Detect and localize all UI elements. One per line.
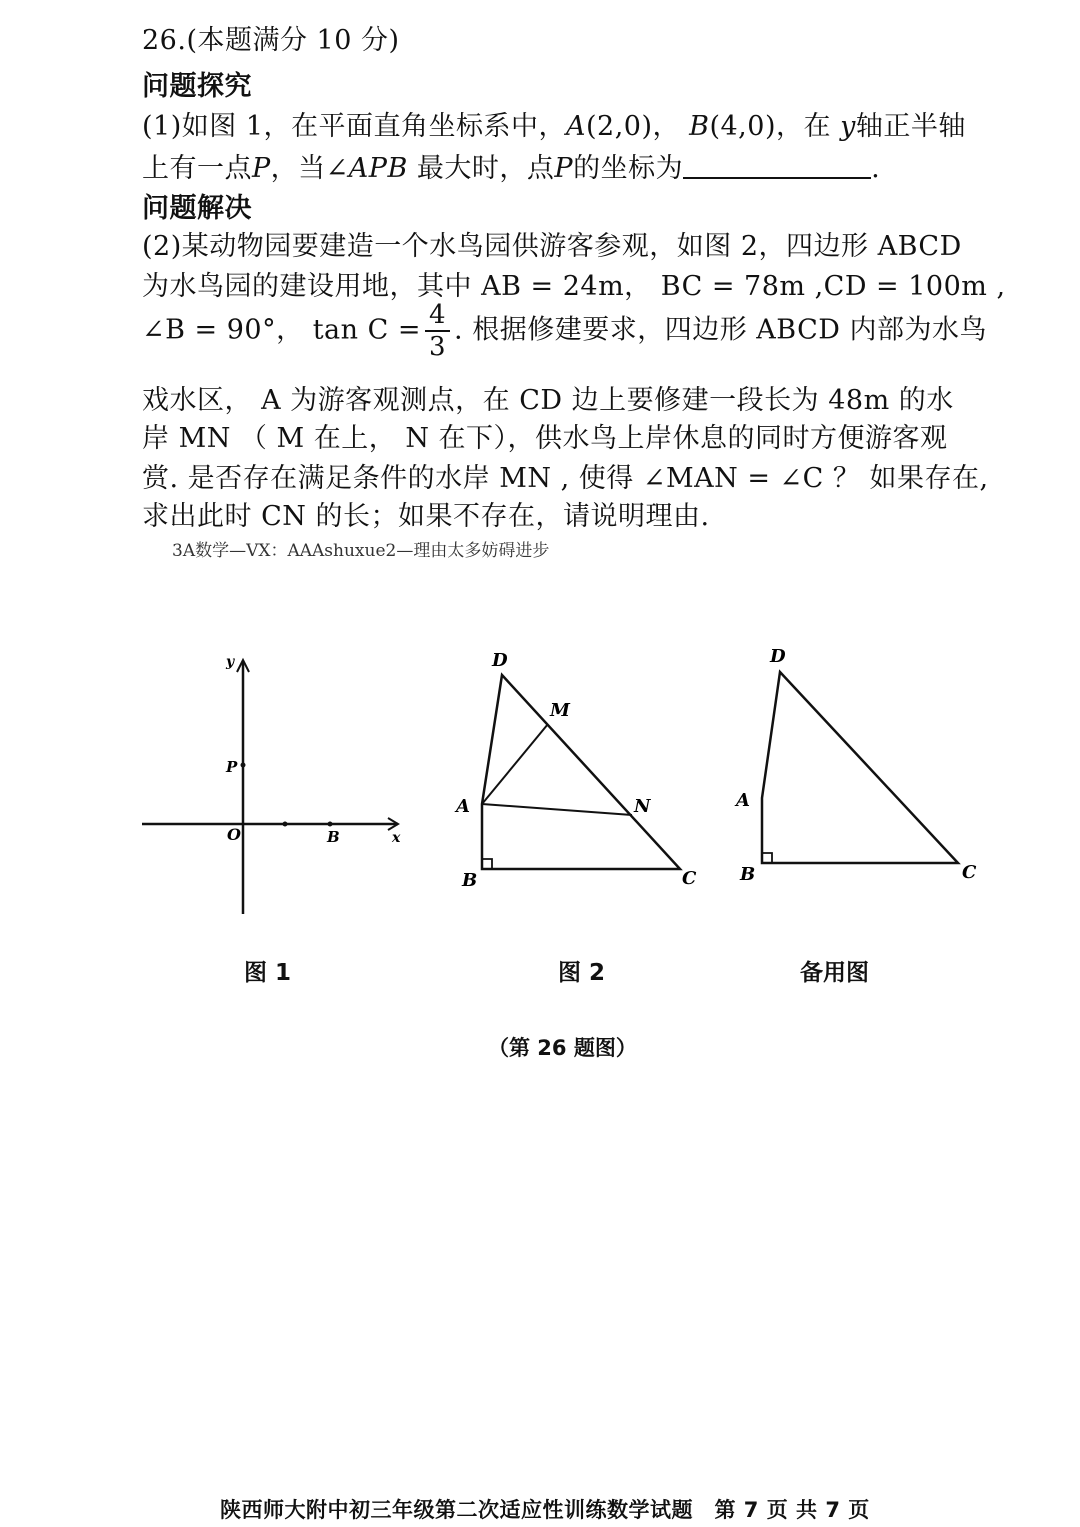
- label-b: B: [327, 828, 340, 846]
- figure-spare-quadrilateral: [730, 640, 1000, 900]
- question2-line3: [142, 300, 987, 362]
- q1-text-e: 最大时，点: [416, 153, 555, 184]
- label-c: C: [682, 868, 697, 889]
- tan-fraction: [425, 300, 450, 362]
- q1-y-axis: y: [840, 111, 856, 142]
- label-b: B: [462, 870, 478, 891]
- label-n: N: [634, 796, 651, 817]
- figure-1-caption: 图 1: [244, 960, 292, 986]
- label-y: y: [226, 654, 235, 670]
- right-angle-mark: [762, 853, 772, 863]
- problem-header: 26.(本题满分 10 分): [142, 25, 400, 56]
- q1-period: .: [871, 153, 881, 184]
- quadrilateral-abcd-spare: [762, 672, 958, 863]
- q1-text-a: (1)如图 1，在平面直角坐标系中，: [142, 111, 567, 142]
- label-c: C: [962, 862, 977, 883]
- fraction-denominator: 3: [428, 332, 447, 362]
- q2-text-b: . 根据修建要求，四边形 ABCD 内部为水鸟: [454, 314, 988, 346]
- figure-group-caption: （第 26 题图）: [488, 1036, 637, 1060]
- label-o: O: [227, 825, 241, 844]
- label-p: P: [226, 758, 238, 776]
- q1-text-f: 的坐标为: [573, 153, 684, 184]
- q1-point-p2: P: [554, 153, 574, 184]
- label-a: A: [736, 790, 750, 811]
- q1-text-c: 上有一点: [142, 153, 252, 184]
- label-b: B: [740, 864, 756, 885]
- question1-line1: [142, 104, 966, 143]
- q2-text-a: ∠B = 90°， tan C =: [142, 314, 421, 346]
- q1-text-b: 轴正半轴: [855, 111, 966, 142]
- point-p-dot: [241, 763, 246, 768]
- answer-blank: [683, 155, 871, 179]
- q1-point-b: B: [689, 111, 710, 142]
- label-a: A: [456, 796, 470, 817]
- section-title-solve: 问题解决: [142, 193, 252, 224]
- question2-line4: 戏水区， A 为游客观测点，在 CD 边上要修建一段长为 48m 的水: [142, 385, 954, 416]
- figure-1-coordinate-plane: [130, 640, 420, 930]
- segment-an: [482, 804, 632, 815]
- question2-line5: 岸 MN （ M 在上， N 在下），供水鸟上岸休息的同时方便游客观: [142, 423, 948, 454]
- section-title-explore: 问题探究: [142, 71, 252, 102]
- point-b-dot: [328, 822, 333, 827]
- q1-angle-apb: APB: [348, 153, 408, 184]
- q1-point-a: A: [566, 111, 587, 142]
- figure-2-caption: 图 2: [558, 960, 606, 986]
- question2-line1: (2)某动物园要建造一个水鸟园供游客参观，如图 2，四边形 ABCD: [142, 231, 962, 262]
- point-a-dot: [283, 822, 288, 827]
- label-m: M: [550, 700, 570, 721]
- figure-spare-caption: 备用图: [800, 960, 869, 986]
- watermark: 3A数学—VX：AAAshuxue2—理由太多妨碍进步: [172, 541, 550, 561]
- q1-text-d: ，当∠: [270, 153, 349, 184]
- fraction-numerator: 4: [425, 300, 450, 332]
- question2-line2: 为水鸟园的建设用地，其中 AB = 24m， BC = 78m ,CD = 100m ,: [142, 271, 1006, 302]
- q1-a-coord: (2,0)，: [586, 111, 681, 142]
- question2-line7: 求出此时 CN 的长；如果不存在，请说明理由.: [142, 501, 710, 532]
- page-footer: 陕西师大附中初三年级第二次适应性训练数学试题 第 7 页 共 7 页: [220, 1498, 870, 1522]
- label-d: D: [492, 650, 508, 671]
- right-angle-mark: [482, 859, 492, 869]
- quadrilateral-abcd: [482, 675, 680, 869]
- label-x: x: [392, 830, 401, 846]
- q1-b-coord: (4,0)，在: [709, 111, 831, 142]
- q1-point-p: P: [252, 153, 271, 184]
- figure-2-quadrilateral: [450, 640, 720, 900]
- question2-line6: 赏. 是否存在满足条件的水岸 MN , 使得 ∠MAN = ∠C ？ 如果存在,: [142, 463, 989, 494]
- label-d: D: [770, 646, 786, 667]
- question1-line2: [142, 146, 880, 185]
